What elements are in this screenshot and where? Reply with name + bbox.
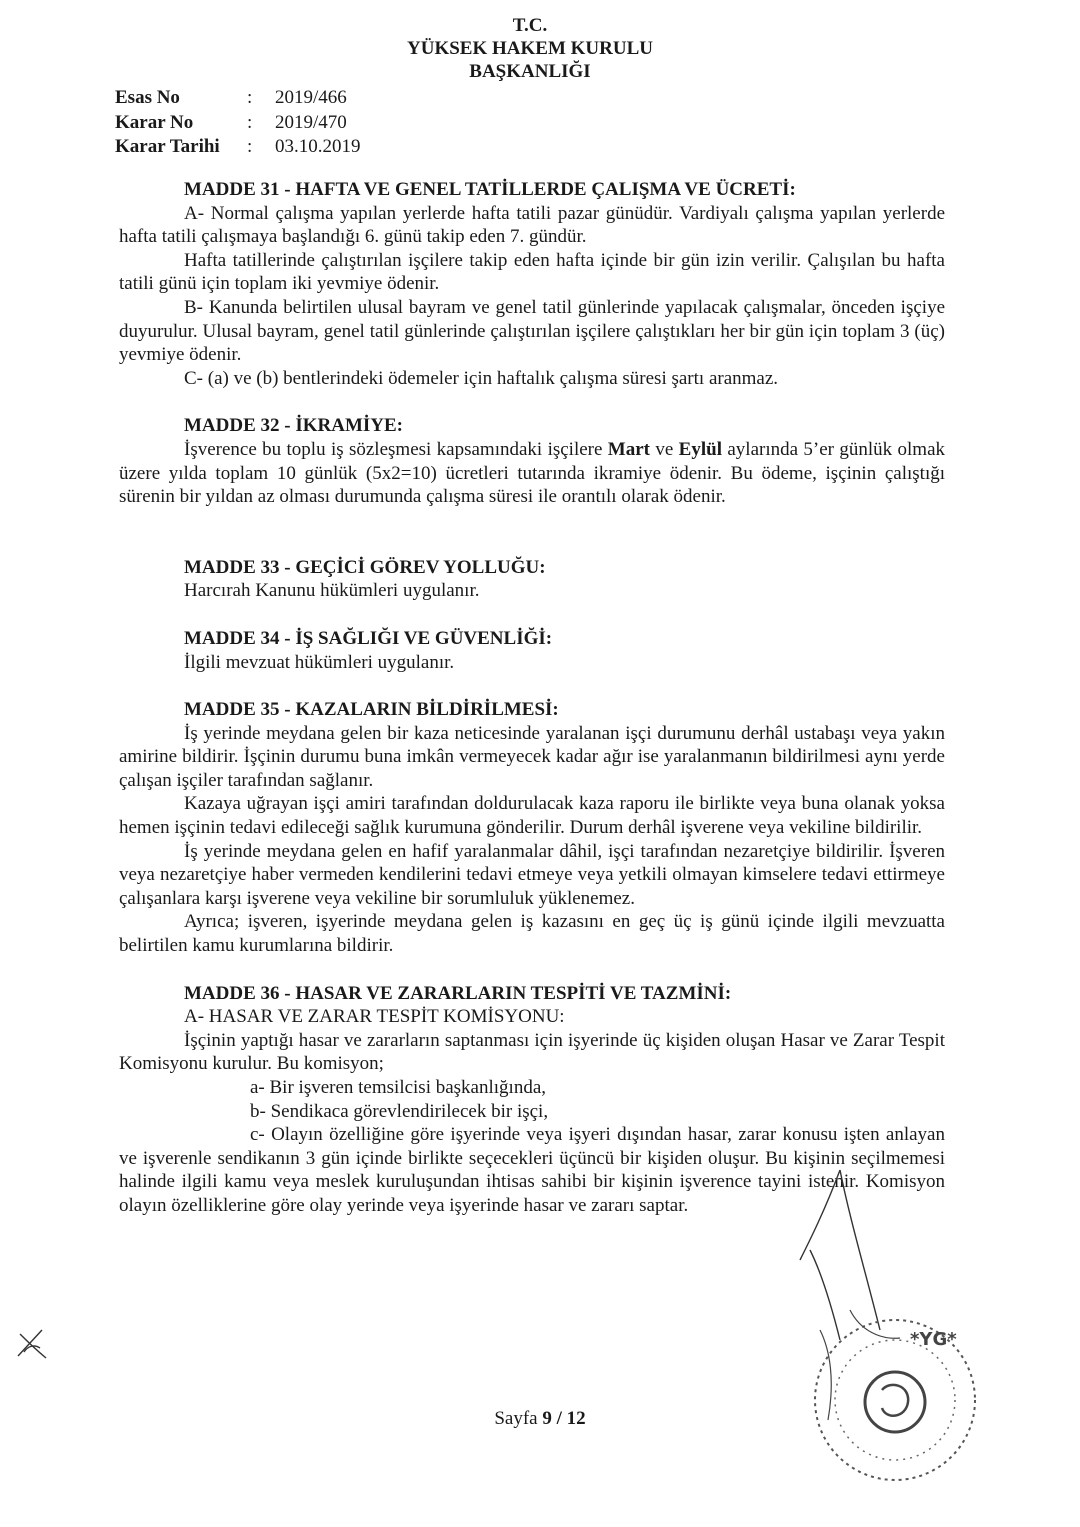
meta-key: Karar No xyxy=(115,111,194,133)
meta-row-karar xyxy=(115,111,361,136)
paragraph: İş yerinde meydana gelen bir kaza neticesinde yaralanan işçi durumunu derhâl ustabaşı veya yakın amirine bildirir. İşçinin durumu buna imkân vermeyecek kadar ağır ise yaralanmanın bildirilmesi aynı yerde çalışan işçiler tarafından sağlanır. xyxy=(119,722,945,791)
section-heading-35: MADDE 35 - KAZALARIN BİLDİRİLMESİ: xyxy=(184,699,559,721)
header-institution: YÜKSEK HAKEM KURULU xyxy=(407,38,653,59)
section-heading-34: MADDE 34 - İŞ SAĞLIĞI VE GÜVENLİĞİ: xyxy=(184,627,553,649)
meta-row-esas xyxy=(115,86,361,111)
paragraph: Hafta tatillerinde çalıştırılan işçilere takip eden hafta içinde bir gün izin verilir. Çalışılan bu hafta tatili günü için toplam iki yevmiye ödenir. xyxy=(119,249,945,295)
stamp-icon xyxy=(790,1290,980,1520)
month-september: Eylül xyxy=(678,438,722,460)
meta-value: 2019/470 xyxy=(275,111,347,133)
meta-sep: : xyxy=(247,87,253,108)
svg-text:*YG*: *YG* xyxy=(910,1329,957,1350)
meta-sep: : xyxy=(247,136,253,157)
meta-value: 03.10.2019 xyxy=(275,136,361,157)
paragraph: Kazaya uğrayan işçi amiri tarafından doldurulacak kaza raporu ile birlikte veya buna olanak yoksa hemen işçinin tedavi edileceği sağlık kurumuna gönderilir. Durum derhâl işverene veya vekiline bildirilir. xyxy=(119,793,945,839)
page-number: 9 / 12 xyxy=(542,1408,586,1429)
meta-row-tarih xyxy=(115,135,361,160)
list-item: b- Sendikaca görevlendirilecek bir işçi, xyxy=(250,1100,549,1122)
text-run: İşverence bu toplu iş sözleşmesi kapsamındaki işçilere xyxy=(184,438,608,460)
section-heading-33: MADDE 33 - GEÇİCİ GÖREV YOLLUĞU: xyxy=(184,556,546,578)
page-label: Sayfa xyxy=(494,1408,538,1429)
meta-sep: : xyxy=(247,111,253,133)
document-header xyxy=(380,14,680,83)
paragraph xyxy=(119,438,945,509)
case-metadata xyxy=(115,86,361,160)
paragraph: Ayrıca; işveren, işyerinde meydana gelen iş kazasını en geç üç iş günü içinde ilgili mevzuatta belirtilen kamu kurumlarına bildirir. xyxy=(119,911,945,957)
text-run: ve xyxy=(650,438,679,460)
paragraph: Harcırah Kanunu hükümleri uygulanır. xyxy=(184,580,480,602)
subheading: A- HASAR VE ZARAR TESPİT KOMİSYONU: xyxy=(184,1006,565,1028)
margin-mark-icon xyxy=(12,1322,52,1364)
meta-key: Esas No xyxy=(115,87,180,108)
paragraph: C- (a) ve (b) bentlerindeki ödemeler için haftalık çalışma süresi şartı aranmaz. xyxy=(184,367,779,389)
section-heading-31: MADDE 31 - HAFTA VE GENEL TATİLLERDE ÇALIŞMA VE ÜCRETİ: xyxy=(184,179,796,200)
header-tc: T.C. xyxy=(512,15,548,36)
list-item: a- Bir işveren temsilcisi başkanlığında, xyxy=(250,1077,547,1098)
paragraph: İlgili mevzuat hükümleri uygulanır. xyxy=(184,651,455,673)
paragraph: B- Kanunda belirtilen ulusal bayram ve genel tatil günlerinde yapılacak çalışmalar, önceden işçiye duyurulur. Ulusal bayram, genel tatil günlerinde çalıştırılan işçilere çalıştıkları her bir gün için toplam 3 (üç) yevmiye ödenir. xyxy=(119,296,945,366)
document-body xyxy=(119,178,945,1218)
section-heading-32: MADDE 32 - İKRAMİYE: xyxy=(184,415,404,437)
header-department: BAŞKANLIĞI xyxy=(469,61,591,82)
section-heading-36: MADDE 36 - HASAR VE ZARARLARIN TESPİTİ VE TAZMİNİ: xyxy=(184,982,732,1004)
meta-value: 2019/466 xyxy=(275,87,347,108)
month-march: Mart xyxy=(607,438,650,460)
paragraph: İşçinin yaptığı hasar ve zararların saptanması için işyerinde üç kişiden oluşan Hasar ve Zarar Tespit Komisyonu kurulur. Bu komisyon; xyxy=(119,1029,945,1075)
paragraph: A- Normal çalışma yapılan yerlerde hafta tatili pazar günüdür. Vardiyalı çalışma yapılan yerlerde hafta tatili çalışmaya başlandığı 6. günü takip eden 7. gündür. xyxy=(119,202,945,248)
paragraph: İş yerinde meydana gelen en hafif yaralanmalar dâhil, işçi tarafından nezaretçiye bildirilir. İşveren veya nezaretçiye haber vermeden kendilerini tedavi etmeye veya yetkili olmayan kimselere tedavi ettirmeye çalışanlara karşı işverene veya vekiline bir sorumluluk yüklenemez. xyxy=(119,840,945,909)
list-item: c- Olayın özelliğine göre işyerinde veya işyeri dışından hasar, zarar konusu işten anlayan ve işverenle sendikanın 3 gün içinde birlikte seçecekleri üçüncü bir kişiden oluşur. Bu kişinin seçilmemesi halinde ilgili kamu veya meslek kuruluşundan ihtisas sahibi bir kişinin işverence tayini istenir. Komisyon olayın özelliklerine göre olay yerinde veya işyerinde hasar ve zararı saptar. xyxy=(119,1124,945,1216)
meta-key: Karar Tarihi xyxy=(115,136,220,157)
text-run: aylarında 5’er günlük olmak üzere yılda toplam 10 günlük (5x2=10) ücretleri tutarında ikramiye ödenir. Bu ödeme, işçinin çalıştığı sürenin bir yıldan az olması durumunda çalışma süresi ile orantılı olarak ödenir. xyxy=(119,438,945,508)
